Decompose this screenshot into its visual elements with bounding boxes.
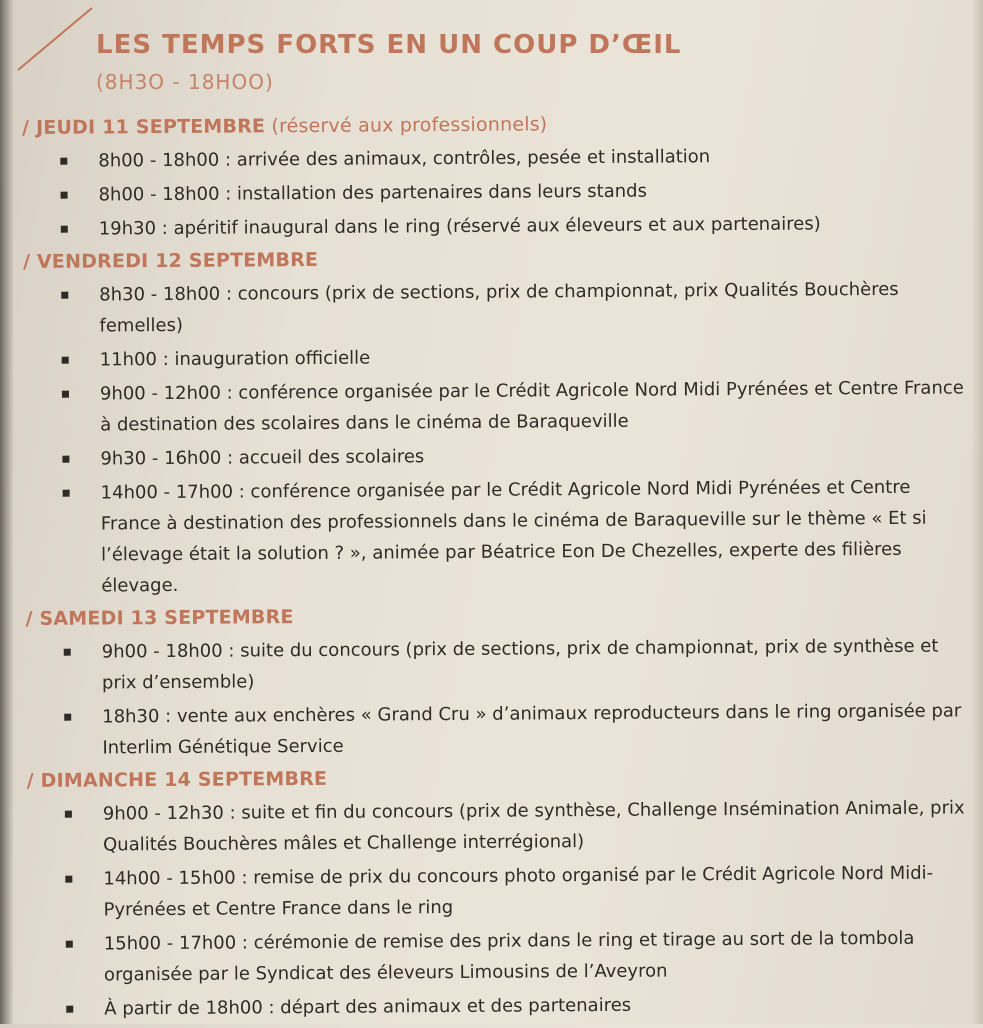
- list-item: [27, 792, 967, 861]
- day-section-sunday: [27, 760, 969, 1025]
- list-item: [24, 372, 964, 441]
- event-text: 8h00 - 18h00 : arrivée des animaux, contrôles, pesée et installation: [98, 146, 711, 172]
- day-heading-label: / SAMEDI 13 SEPTEMBRE: [25, 606, 294, 630]
- page-gutter-shadow: [0, 0, 14, 1024]
- list-item: [25, 471, 966, 602]
- day-heading-note: (réservé aux professionnels): [265, 113, 548, 138]
- list-item: [27, 857, 967, 926]
- event-text: 9h00 - 12h00 : conférence organisée par le Crédit Agricole Nord Midi Pyrénées et Centre France à destination des scolaires dans le cinéma de Baraqueville: [99, 377, 964, 436]
- bullet-icon: [66, 941, 73, 948]
- page-title: LES TEMPS FORTS EN UN COUP D’ŒIL: [96, 30, 682, 60]
- bullet-icon: [62, 357, 69, 364]
- bullet-icon: [65, 811, 72, 818]
- event-text: 8h30 - 18h00 : concours (prix de sections, prix de championnat, prix Qualités Bouchères femelles): [99, 278, 899, 337]
- event-text: 11h00 : inauguration officielle: [99, 347, 371, 371]
- bullet-icon: [64, 649, 71, 656]
- list-item: [26, 630, 966, 699]
- event-text: 18h30 : vente aux enchères « Grand Cru » d’animaux reproducteurs dans le ring organisée par Interlim Génétique Service: [102, 700, 962, 759]
- event-list: [26, 630, 967, 764]
- day-heading-label: / DIMANCHE 14 SEPTEMBRE: [26, 767, 328, 792]
- event-text: 19h30 : apéritif inaugural dans le ring (réservé aux éleveurs et aux partenaires): [98, 213, 821, 240]
- page-edge: [971, 0, 983, 1024]
- page-subtitle: (8H3O - 18HOO): [96, 70, 274, 94]
- day-section-friday: [23, 241, 965, 602]
- event-text: 9h00 - 12h30 : suite et fin du concours (prix de synthèse, Challenge Insémination Animale, prix Qualités Bouchères mâles et Challenge interrégional): [102, 797, 965, 856]
- bullet-icon: [61, 292, 68, 299]
- slash-decoration-icon: [14, 4, 96, 74]
- list-item: [28, 922, 968, 991]
- bullet-icon: [61, 226, 68, 233]
- bullet-icon: [62, 391, 69, 398]
- day-heading: [22, 107, 962, 142]
- event-list: [22, 139, 963, 245]
- list-item: [24, 338, 964, 376]
- bullet-icon: [66, 1006, 73, 1013]
- bullet-icon: [60, 158, 67, 165]
- event-text: 14h00 - 15h00 : remise de prix du concours photo organisé par le Crédit Agricole Nord Midi-Pyrénées et Centre France dans le ring: [103, 862, 934, 921]
- day-heading-label: / VENDREDI 12 SEPTEMBRE: [22, 248, 319, 273]
- bullet-icon: [62, 456, 69, 463]
- event-list: [23, 273, 965, 602]
- list-item: [28, 987, 968, 1025]
- schedule: [22, 107, 968, 1028]
- day-heading: [27, 760, 967, 795]
- list-item: [23, 273, 963, 342]
- event-text: 15h00 - 17h00 : cérémonie de remise des prix dans le ring et tirage au sort de la tombola organisée par le Syndicat des éleveurs Limousins de l’Aveyron: [103, 927, 915, 986]
- list-item: [22, 173, 962, 211]
- day-section-saturday: [25, 598, 966, 764]
- event-text: 9h00 - 18h00 : suite du concours (prix de sections, prix de championnat, prix de synthèse et prix d’ensemble): [101, 635, 939, 694]
- event-text: À partir de 18h00 : départ des animaux et des partenaires: [104, 994, 632, 1020]
- day-heading: [25, 598, 965, 633]
- event-text: 14h00 - 17h00 : conférence organisée par le Crédit Agricole Nord Midi Pyrénées et Centre France à destination des professionnels dans le cinéma de Baraqueville sur le thème « Et si l’élevage était la solution ? », animée par Béatrice Eon De Chezelles, experte des filières élevage.: [100, 476, 927, 597]
- event-text: 9h30 - 16h00 : accueil des scolaires: [100, 446, 425, 470]
- list-item: [26, 695, 966, 764]
- day-section-thursday: [22, 107, 963, 245]
- day-heading-label: / JEUDI 11 SEPTEMBRE: [22, 115, 266, 139]
- day-heading: [23, 241, 963, 276]
- list-item: [22, 139, 962, 177]
- bullet-icon: [63, 490, 70, 497]
- bullet-icon: [64, 714, 71, 721]
- bullet-icon: [61, 192, 68, 199]
- event-list: [27, 792, 969, 1025]
- list-item: [24, 437, 964, 475]
- bullet-icon: [65, 876, 72, 883]
- event-text: 8h00 - 18h00 : installation des partenaires dans leurs stands: [98, 180, 648, 206]
- list-item: [23, 207, 963, 245]
